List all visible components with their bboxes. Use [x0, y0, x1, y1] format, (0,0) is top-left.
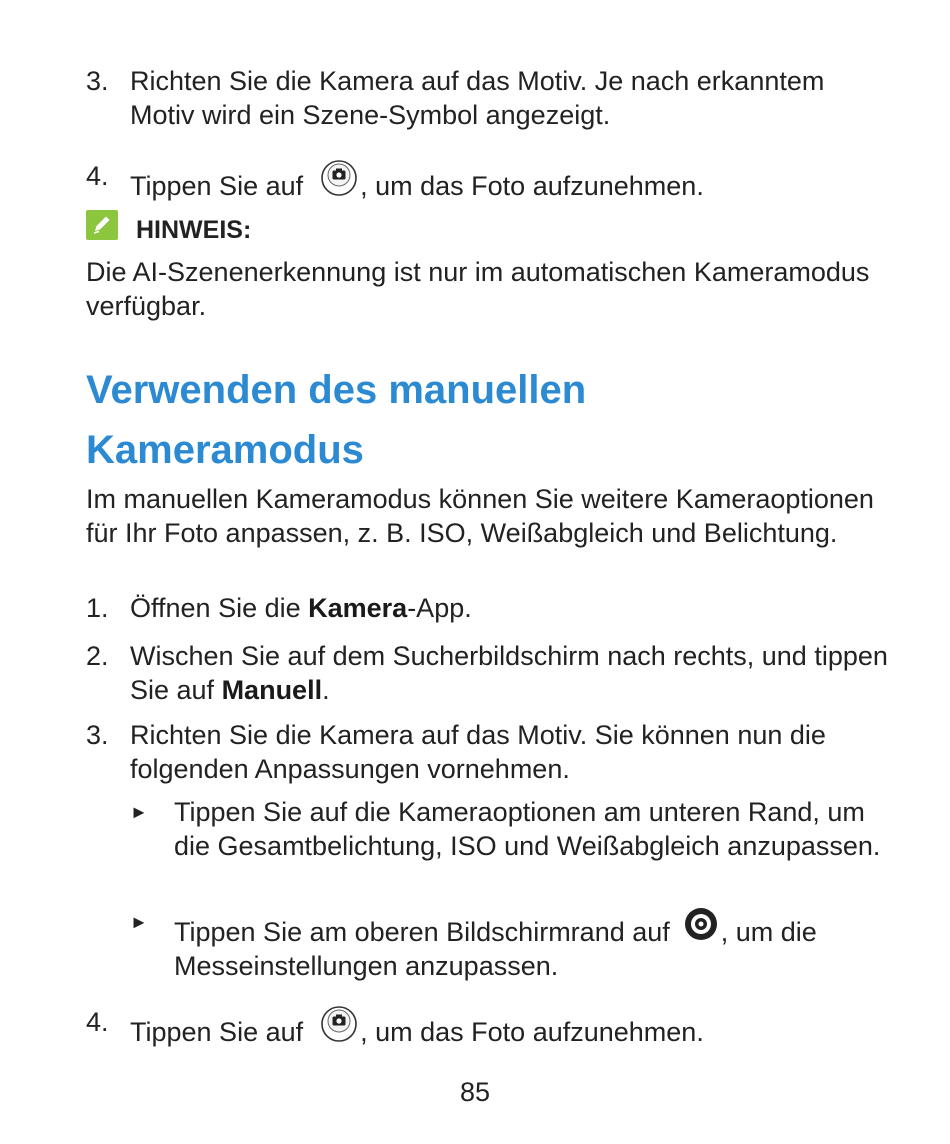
section-heading-line-2: Kameramodus [86, 428, 364, 472]
list-text-before: Tippen Sie auf [130, 171, 304, 201]
bullet-marker: ► [130, 802, 148, 822]
app-name: Kamera [308, 593, 408, 623]
step-text-before: Wischen Sie auf dem Sucherbildschirm nach rechts, und tippen Sie auf [130, 641, 888, 705]
step-text [130, 639, 890, 707]
list-number: 3. [86, 66, 109, 96]
step-text-before: Öffnen Sie die [130, 593, 309, 623]
step-text [130, 591, 890, 625]
bullet-text-after: , um die Messeinstellungen anzupassen. [174, 917, 817, 981]
list-text [130, 159, 890, 203]
section-intro: Im manuellen Kameramodus können Sie weitere Kameraoptionen für Ihr Foto anpassen, z. B. ISO, Weißabgleich und Belichtung. [86, 484, 874, 548]
page-number: 85 [459, 1077, 491, 1107]
step-item [0, 1005, 950, 1045]
note-label: HINWEIS: [136, 216, 252, 244]
bullet-marker: ► [130, 912, 148, 932]
step-number: 3. [86, 720, 109, 750]
bullet-text-before: Tippen Sie am oberen Bildschirmrand auf [174, 917, 670, 947]
step-text-before: Tippen Sie auf [130, 1017, 304, 1047]
step-text-after: , um das Foto aufzunehmen. [360, 1017, 704, 1047]
note-header [86, 210, 486, 250]
metering-icon [682, 905, 720, 943]
step-number: 2. [86, 641, 109, 671]
step-item [0, 591, 950, 627]
bullet-item [0, 905, 950, 981]
list-item [0, 64, 950, 134]
list-number: 4. [86, 161, 109, 191]
camera-shutter-icon [319, 1005, 359, 1045]
camera-shutter-icon [319, 159, 359, 199]
bullet-text [174, 905, 894, 983]
section-heading-line-1: Verwenden des manuellen [86, 368, 587, 412]
step-number: 4. [86, 1007, 109, 1037]
step-text-after: . [322, 675, 330, 705]
list-text-after: , um das Foto aufzunehmen. [360, 171, 704, 201]
note-text: Die AI-Szenenerkennung ist nur im automatischen Kameramodus verfügbar. [86, 257, 870, 321]
note-pencil-icon [86, 210, 118, 240]
step-text: Richten Sie die Kamera auf das Motiv. Sie können nun die folgenden Anpassungen vornehmen. [130, 720, 826, 784]
step-number: 1. [86, 593, 109, 623]
step-item [0, 718, 950, 788]
list-text: Richten Sie die Kamera auf das Motiv. Je nach erkanntem Motiv wird ein Szene-Symbol angezeigt. [130, 66, 825, 130]
mode-name: Manuell [221, 675, 323, 705]
step-text-after: -App. [407, 593, 472, 623]
step-item [0, 639, 950, 709]
list-item [0, 159, 950, 199]
bullet-text: Tippen Sie auf die Kameraoptionen am unteren Rand, um die Gesamtbelichtung, ISO und Weißabgleich anzupassen. [174, 797, 881, 861]
step-text [130, 1005, 890, 1049]
bullet-item [0, 795, 950, 899]
